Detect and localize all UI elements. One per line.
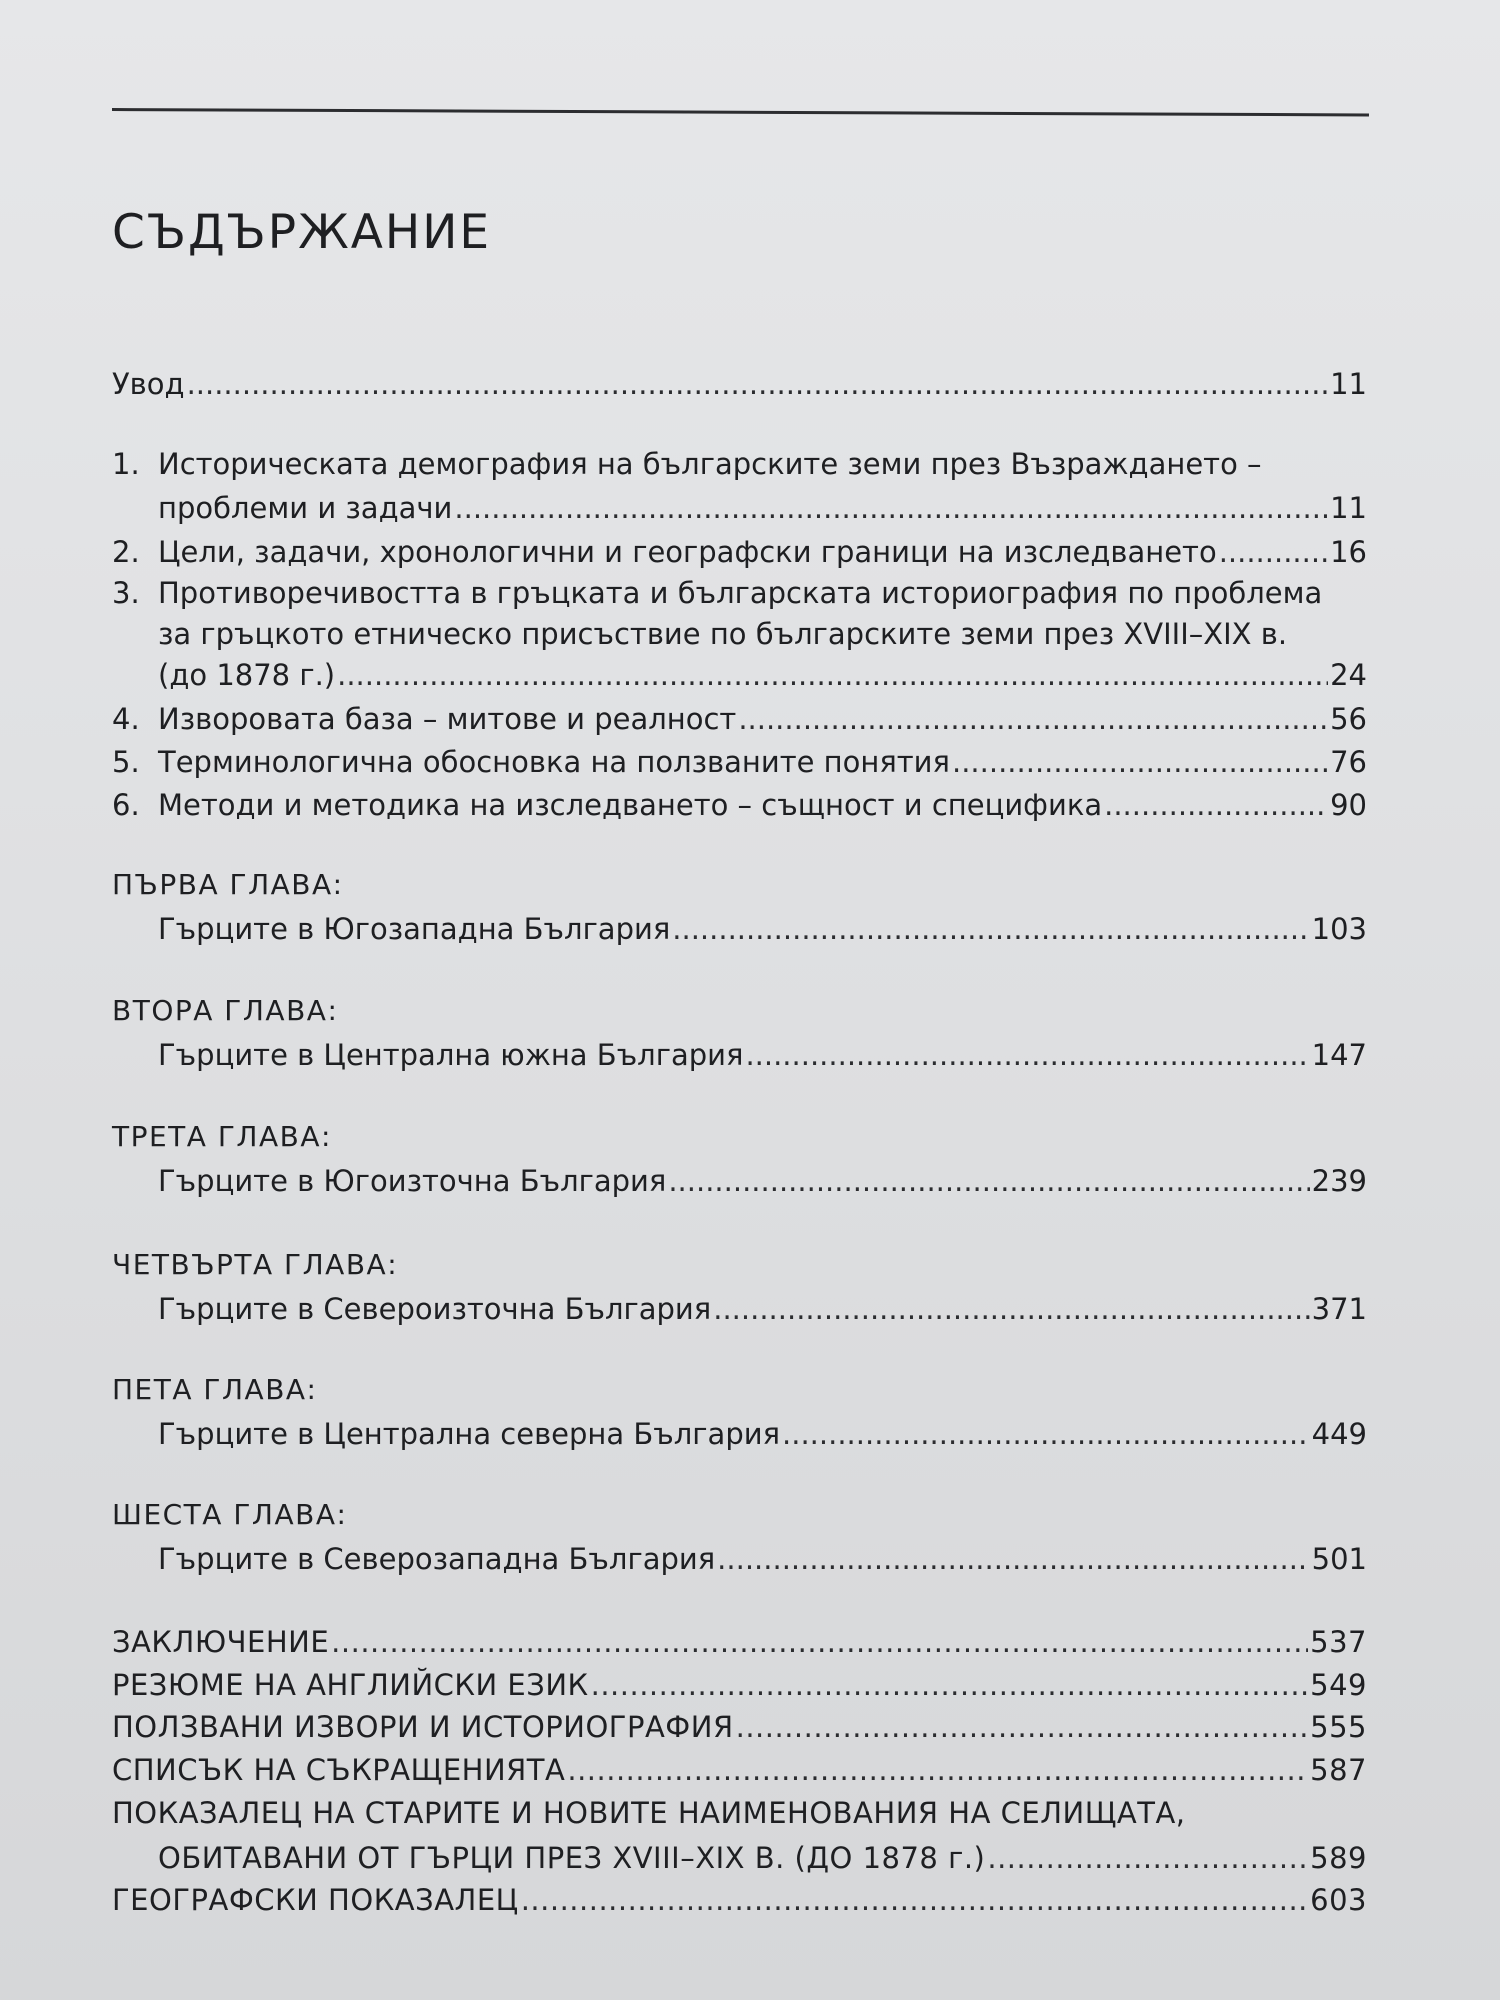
toc-label: Цели, задачи, хронологични и географски граници на изследването (158, 535, 1217, 569)
toc-page-number: 549 (1310, 1668, 1367, 1702)
dot-leader (745, 1035, 1309, 1075)
dot-leader (782, 1414, 1310, 1454)
dot-leader (717, 1539, 1309, 1579)
toc-label: Изворовата база – митове и реалност (158, 702, 737, 736)
toc-entry-geographic-index (112, 1880, 1367, 1920)
toc-entry-chapter-4 (158, 1289, 1367, 1329)
toc-label: ГЕОГРАФСКИ ПОКАЗАЛЕЦ (112, 1883, 519, 1917)
toc-section-5-number: 5. (112, 745, 140, 779)
toc-page-number: 537 (1310, 1625, 1367, 1659)
toc-entry-section-5 (158, 742, 1367, 782)
toc-page-number: 11 (1330, 491, 1367, 525)
toc-label: ЗАКЛЮЧЕНИЕ (112, 1625, 330, 1659)
dot-leader (672, 909, 1309, 949)
toc-page-number: 587 (1310, 1753, 1367, 1787)
toc-entry-chapter-5 (158, 1414, 1367, 1454)
toc-page-number: 501 (1311, 1542, 1367, 1576)
toc-label: Гърците в Централна северна България (158, 1417, 781, 1451)
dot-leader (952, 742, 1328, 782)
toc-label: Гърците в Централна южна България (158, 1038, 744, 1072)
dot-leader (736, 1707, 1309, 1747)
chapter-4-heading: ЧЕТВЪРТА ГЛАВА: (112, 1248, 399, 1281)
toc-section-2-number: 2. (112, 535, 140, 569)
toc-label: Увод (112, 367, 185, 401)
dot-leader (337, 655, 1328, 695)
dot-leader (331, 1622, 1308, 1662)
toc-section-3-line1: Противоречивостта в гръцката и българската историография по проблема (158, 576, 1323, 610)
chapter-2-heading: ВТОРА ГЛАВА: (112, 994, 339, 1027)
toc-entry-english-summary (112, 1665, 1367, 1705)
toc-page-number: 16 (1330, 535, 1367, 569)
toc-page-number: 147 (1311, 1038, 1367, 1072)
dot-leader (1219, 532, 1328, 572)
chapter-1-heading: ПЪРВА ГЛАВА: (112, 868, 344, 901)
toc-label: (до 1878 г.) (158, 658, 336, 692)
chapter-6-heading: ШЕСТА ГЛАВА: (112, 1498, 348, 1531)
toc-page-number: 56 (1330, 702, 1367, 736)
toc-page-number: 371 (1311, 1292, 1367, 1326)
toc-page-number: 11 (1330, 367, 1367, 401)
toc-label: СПИСЪК НА СЪКРАЩЕНИЯТА (112, 1753, 566, 1787)
toc-entry-conclusion (112, 1622, 1367, 1662)
toc-label: Гърците в Северозападна България (158, 1542, 716, 1576)
toc-page-number: 103 (1311, 912, 1367, 946)
dot-leader (987, 1838, 1308, 1878)
toc-entry-chapter-6 (158, 1539, 1367, 1579)
toc-page-number: 589 (1310, 1841, 1367, 1875)
toc-entry-section-4 (158, 699, 1367, 739)
toc-entry-index-settlements (158, 1838, 1367, 1878)
toc-label: Гърците в Североизточна България (158, 1292, 712, 1326)
toc-entry-chapter-2 (158, 1035, 1367, 1075)
toc-entry-abbreviations (112, 1750, 1367, 1790)
dot-leader (591, 1665, 1309, 1705)
toc-label: Терминологична обосновка на ползваните понятия (158, 745, 950, 779)
toc-page-number: 555 (1310, 1710, 1367, 1744)
toc-label: ПОЛЗВАНИ ИЗВОРИ И ИСТОРИОГРАФИЯ (112, 1710, 734, 1744)
chapter-3-heading: ТРЕТА ГЛАВА: (112, 1120, 332, 1153)
toc-section-3-number: 3. (112, 576, 140, 610)
page-title: СЪДЪРЖАНИЕ (112, 205, 492, 260)
toc-entry-sources (112, 1707, 1367, 1747)
top-rule (112, 108, 1369, 116)
toc-entry-section-6 (158, 785, 1367, 825)
toc-section-3-line2: за гръцкото етническо присъствие по българските земи през XVIII–XIX в. (158, 617, 1288, 651)
toc-section-4-number: 4. (112, 702, 140, 736)
dot-leader (187, 364, 1329, 404)
toc-page-number: 239 (1311, 1164, 1367, 1198)
dot-leader (454, 488, 1328, 528)
toc-label: Методи и методика на изследването – същност и специфика (158, 788, 1103, 822)
dot-leader (713, 1289, 1309, 1329)
toc-label: Гърците в Югоизточна България (158, 1164, 667, 1198)
dot-leader (668, 1161, 1309, 1201)
toc-entry-chapter-1 (158, 909, 1367, 949)
chapter-5-heading: ПЕТА ГЛАВА: (112, 1373, 318, 1406)
toc-label: проблеми и задачи (158, 491, 453, 525)
toc-entry-section-2 (158, 532, 1367, 572)
toc-index-settlements-line1: ПОКАЗАЛЕЦ НА СТАРИТЕ И НОВИТЕ НАИМЕНОВАНИЯ НА СЕЛИЩАТА, (112, 1796, 1186, 1830)
dot-leader (1104, 785, 1328, 825)
toc-label: ОБИТАВАНИ ОТ ГЪРЦИ ПРЕЗ XVIII–XIX В. (ДО 1878 г.) (158, 1841, 986, 1875)
toc-section-1-line1: Историческата демография на българските земи през Възраждането – (158, 447, 1262, 481)
dot-leader (521, 1880, 1308, 1920)
toc-entry-intro (112, 364, 1367, 404)
toc-entry-section-3 (158, 655, 1367, 695)
toc-section-1-number: 1. (112, 447, 140, 481)
toc-section-6-number: 6. (112, 788, 140, 822)
dot-leader (567, 1750, 1308, 1790)
toc-page-number: 24 (1330, 658, 1367, 692)
toc-page-number: 449 (1311, 1417, 1367, 1451)
toc-entry-section-1 (158, 488, 1367, 528)
toc-page-number: 90 (1330, 788, 1367, 822)
toc-page-number: 603 (1310, 1883, 1367, 1917)
toc-entry-chapter-3 (158, 1161, 1367, 1201)
dot-leader (738, 699, 1328, 739)
toc-label: РЕЗЮМЕ НА АНГЛИЙСКИ ЕЗИК (112, 1668, 589, 1702)
toc-label: Гърците в Югозападна България (158, 912, 671, 946)
toc-page-number: 76 (1330, 745, 1367, 779)
